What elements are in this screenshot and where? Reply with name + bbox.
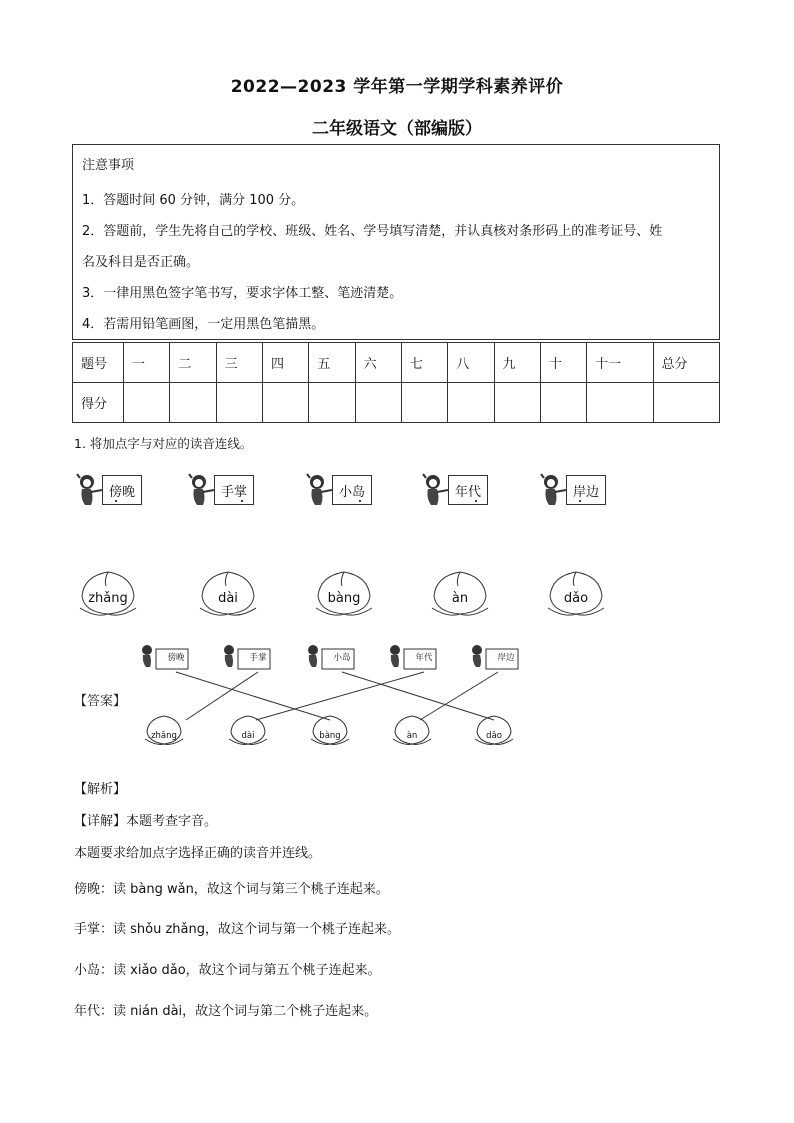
notice-item: 3．一律用黑色签字笔书写，要求字体工整、笔迹清楚。: [82, 286, 403, 301]
score-header-cell: 十: [540, 343, 586, 383]
word-text: 小岛: [339, 484, 366, 500]
answer-pinyin: dài: [241, 731, 255, 741]
answer-word-text: 岸边: [497, 653, 515, 663]
answer-word-text: 年代: [415, 653, 433, 663]
score-cell[interactable]: [216, 383, 262, 423]
emphasis-dot: [475, 500, 477, 502]
score-cell[interactable]: [494, 383, 540, 423]
analysis-line: 年代：读 nián dài，故这个词与第二个桃子连起来。: [74, 1004, 378, 1019]
word-text: 手掌: [221, 484, 248, 500]
monkey-icon: [422, 472, 448, 508]
score-row-label: 得分: [73, 383, 124, 423]
analysis-line: 手掌：读 shǒu zhǎng，故这个词与第一个桃子连起来。: [74, 922, 400, 937]
score-header-cell: 七: [401, 343, 447, 383]
word-box: [448, 475, 488, 505]
score-value-row: [73, 383, 720, 423]
word-card[interactable]: [76, 472, 142, 508]
answer-line: [342, 672, 494, 720]
word-text: 年代: [455, 484, 482, 500]
monkey-icon: [76, 472, 102, 508]
answer-line: [186, 672, 258, 720]
word-box: [566, 475, 606, 505]
word-card[interactable]: [306, 472, 372, 508]
score-header-cell: 题号: [73, 343, 124, 383]
notice-item: 1．答题时间 60 分钟，满分 100 分。: [82, 193, 305, 208]
score-table: [72, 342, 720, 423]
score-header-cell: 八: [448, 343, 494, 383]
word-box: [332, 475, 372, 505]
answer-word-text: 小岛: [333, 653, 351, 663]
score-cell[interactable]: [355, 383, 401, 423]
score-cell[interactable]: [401, 383, 447, 423]
analysis-line: 小岛：读 xiǎo dǎo，故这个词与第五个桃子连起来。: [74, 963, 381, 978]
analysis-requirement: 本题要求给加点字选择正确的读音并连线。: [74, 846, 322, 861]
score-cell[interactable]: [653, 383, 720, 423]
score-cell[interactable]: [587, 383, 653, 423]
notice-item: 2．答题前，学生先将自己的学校、班级、姓名、学号填写清楚，并认真核对条形码上的准考证号、姓: [82, 224, 663, 239]
score-header-cell: 总分: [653, 343, 720, 383]
score-header-row: [73, 343, 720, 383]
score-cell[interactable]: [309, 383, 355, 423]
word-card[interactable]: [188, 472, 254, 508]
score-header-cell: 四: [262, 343, 308, 383]
notice-heading: 注意事项: [82, 158, 135, 173]
answer-tag: 【答案】: [74, 694, 127, 709]
score-header-cell: 五: [309, 343, 355, 383]
pinyin-label: àn: [451, 591, 469, 606]
score-header-cell: 六: [355, 343, 401, 383]
pinyin-label: dǎo: [563, 591, 589, 606]
pinyin-label: bàng: [327, 591, 361, 606]
answer-pinyin: zhǎng: [151, 731, 177, 741]
emphasis-dot: [579, 500, 581, 502]
analysis-detail: 【详解】本题考查字音。: [74, 814, 218, 829]
monkey-icon: [306, 472, 332, 508]
word-text: 岸边: [573, 484, 600, 500]
score-cell[interactable]: [448, 383, 494, 423]
score-header-cell: 九: [494, 343, 540, 383]
analysis-tag: 【解析】: [74, 782, 127, 797]
answer-pinyin: bàng: [319, 731, 341, 741]
emphasis-dot: [115, 500, 117, 502]
emphasis-dot: [241, 500, 243, 502]
answer-line: [256, 672, 424, 720]
monkey-icon: [540, 472, 566, 508]
word-box: [214, 475, 254, 505]
score-header-cell: 二: [170, 343, 216, 383]
answer-word-text: 傍晚: [167, 653, 185, 663]
monkey-icon: [188, 472, 214, 508]
answer-pinyin: dǎo: [486, 731, 502, 741]
notice-item: 名及科目是否正确。: [82, 255, 200, 270]
word-box: [102, 475, 142, 505]
answer-line: [176, 672, 330, 720]
score-cell[interactable]: [170, 383, 216, 423]
emphasis-dot: [359, 500, 361, 502]
score-header-cell: 一: [124, 343, 170, 383]
notice-box: [72, 144, 720, 340]
word-card[interactable]: [540, 472, 606, 508]
exam-title: 2022—2023 学年第一学期学科素养评价: [230, 77, 564, 97]
pinyin-label: dài: [218, 591, 238, 606]
answer-word-text: 手掌: [249, 653, 267, 663]
pinyin-label: zhǎng: [88, 591, 128, 606]
notice-item: 4．若需用铅笔画图，一定用黑色笔描黑。: [82, 317, 325, 332]
answer-line: [420, 672, 498, 720]
score-cell[interactable]: [262, 383, 308, 423]
score-header-cell: 十一: [587, 343, 653, 383]
score-cell[interactable]: [540, 383, 586, 423]
word-card[interactable]: [422, 472, 488, 508]
exam-subtitle: 二年级语文（部编版）: [312, 119, 482, 139]
score-cell[interactable]: [124, 383, 170, 423]
analysis-line: 傍晚：读 bàng wǎn，故这个词与第三个桃子连起来。: [74, 882, 389, 897]
answer-pinyin: àn: [406, 731, 418, 741]
question-1-prompt: 1. 将加点字与对应的读音连线。: [74, 436, 253, 451]
word-text: 傍晚: [109, 484, 136, 500]
score-header-cell: 三: [216, 343, 262, 383]
